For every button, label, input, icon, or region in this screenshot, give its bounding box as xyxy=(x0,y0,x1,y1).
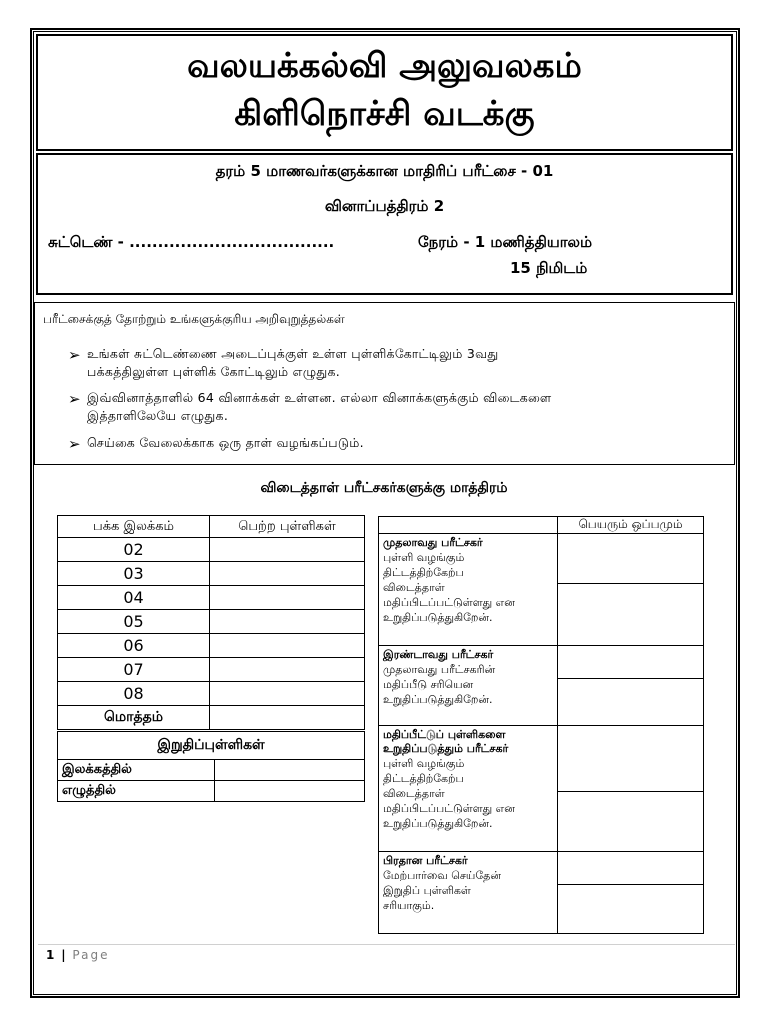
page-number-cell: 06 xyxy=(58,634,210,658)
arrow-bullet-icon: ➢ xyxy=(68,346,81,364)
page-number-cell: 04 xyxy=(58,586,210,610)
marks-obtained-header: பெற்ற புள்ளிகள் xyxy=(210,516,365,538)
instruction-item: இவ்வினாத்தாளில் 64 வினாக்கள் உள்ளன. எல்லா வினாக்களுக்கும் விடைகளை இத்தாளிலேயே எழுதுக. xyxy=(87,390,552,423)
name-cell xyxy=(558,726,704,792)
results-section-title: விடைத்தாள் பரீட்சகர்களுக்கு மாத்திரம் xyxy=(260,480,508,496)
marks-cell xyxy=(210,562,365,586)
paper-label: வினாப்பத்திரம் 2 xyxy=(324,197,445,215)
signature-cell xyxy=(558,792,704,852)
instruction-item: செய்கை வேலைக்காக ஒரு தாள் வழங்கப்படும். xyxy=(87,435,364,450)
signature-cell xyxy=(558,885,704,934)
instructions-box xyxy=(34,302,735,465)
examiner-row-second xyxy=(379,646,704,679)
table-header-row xyxy=(58,516,365,538)
table-row xyxy=(58,658,365,682)
examiner-row-chief xyxy=(379,852,704,885)
marks-table xyxy=(57,515,365,730)
page-word: Page xyxy=(72,948,110,962)
total-label-cell: மொத்தம் xyxy=(58,706,210,730)
chief-examiner-cell: பிரதான பரீட்சகர் மேற்பார்வை செய்தேன் இறுதிப் புள்ளிகள் சரியாகும். xyxy=(379,852,558,934)
in-words-value xyxy=(215,781,365,802)
arrow-bullet-icon: ➢ xyxy=(68,435,81,453)
arrow-bullet-icon: ➢ xyxy=(68,390,81,408)
office-title: வலயக்கல்வி அலுவலகம் xyxy=(187,46,582,86)
marks-cell xyxy=(210,538,365,562)
final-marks-title: இறுதிப்புள்ளிகள் xyxy=(58,732,365,760)
examiner-role-header xyxy=(379,517,558,534)
table-row xyxy=(58,538,365,562)
footer-separator: | xyxy=(61,948,66,962)
marks-cell xyxy=(210,682,365,706)
region-title: கிளிநொச்சி வடக்கு xyxy=(234,94,535,134)
page-number: 1 xyxy=(46,948,55,962)
name-cell xyxy=(558,534,704,584)
in-words-label: எழுத்தில் xyxy=(58,781,215,802)
page-footer xyxy=(46,948,109,962)
header-box xyxy=(36,34,733,151)
table-row xyxy=(58,682,365,706)
in-figures-label: இலக்கத்தில் xyxy=(58,760,215,781)
table-row xyxy=(58,706,365,730)
name-cell xyxy=(558,646,704,679)
exam-info-box xyxy=(36,153,733,295)
final-marks-table xyxy=(57,731,365,802)
verifying-examiner-cell: மதிப்பீட்டுப் புள்ளிகளை உறுதிப்படுத்தும் பரீட்சகர் புள்ளி வழங்கும் திட்டத்திற்கேற்ப விடைத்தாள் மதிப்பிடப்பட்டுள்ளது என உறுதிப்படுத்துகிறேன். xyxy=(379,726,558,852)
table-row xyxy=(58,562,365,586)
marks-cell xyxy=(210,586,365,610)
page-number-cell: 02 xyxy=(58,538,210,562)
instruction-item: உங்கள் சுட்டெண்ணை அடைப்புக்குள் உள்ள புள்ளிக்கோட்டிலும் 3வது பக்கத்திலுள்ள புள்ளிக் கோட்டிலும் எழுதுக. xyxy=(87,346,499,379)
instructions-heading: பரீட்சைக்குத் தோற்றும் உங்களுக்குரிய அறிவுறுத்தல்கள் xyxy=(43,312,345,326)
in-figures-value xyxy=(215,760,365,781)
examiners-table xyxy=(378,516,704,934)
marks-cell xyxy=(210,658,365,682)
time-minutes: 15 நிமிடம் xyxy=(510,259,588,277)
page-number-cell: 08 xyxy=(58,682,210,706)
page-number-header: பக்க இலக்கம் xyxy=(58,516,210,538)
table-row xyxy=(58,634,365,658)
page-number-cell: 05 xyxy=(58,610,210,634)
total-marks-cell xyxy=(210,706,365,730)
signature-cell xyxy=(558,584,704,646)
page-number-cell: 03 xyxy=(58,562,210,586)
table-row xyxy=(58,610,365,634)
examiner-row-verifying xyxy=(379,726,704,792)
name-cell xyxy=(558,852,704,885)
second-examiner-cell: இரண்டாவது பரீட்சகர் முதலாவது பரீட்சகரின் மதிப்பீடு சரியென உறுதிப்படுத்துகிறேன். xyxy=(379,646,558,726)
table-row xyxy=(58,586,365,610)
exam-title: தரம் 5 மாணவர்களுக்கான மாதிரிப் பரீட்சை - 01 xyxy=(215,162,554,180)
marks-cell xyxy=(210,634,365,658)
name-signature-header: பெயரும் ஒப்பமும் xyxy=(558,517,704,534)
examiner-row-first xyxy=(379,534,704,584)
page-number-cell: 07 xyxy=(58,658,210,682)
marks-cell xyxy=(210,610,365,634)
signature-cell xyxy=(558,679,704,726)
index-number-field: சுட்டெண் - .................................... xyxy=(48,233,335,251)
first-examiner-cell: முதலாவது பரீட்சகர் புள்ளி வழங்கும் திட்டத்திற்கேற்ப விடைத்தாள் மதிப்பிடப்பட்டுள்ளது என உறுதிப்படுத்துகிறேன். xyxy=(379,534,558,646)
time-label: நேரம் - 1 மணித்தியாலம் xyxy=(418,233,593,251)
footer-divider xyxy=(38,944,735,945)
